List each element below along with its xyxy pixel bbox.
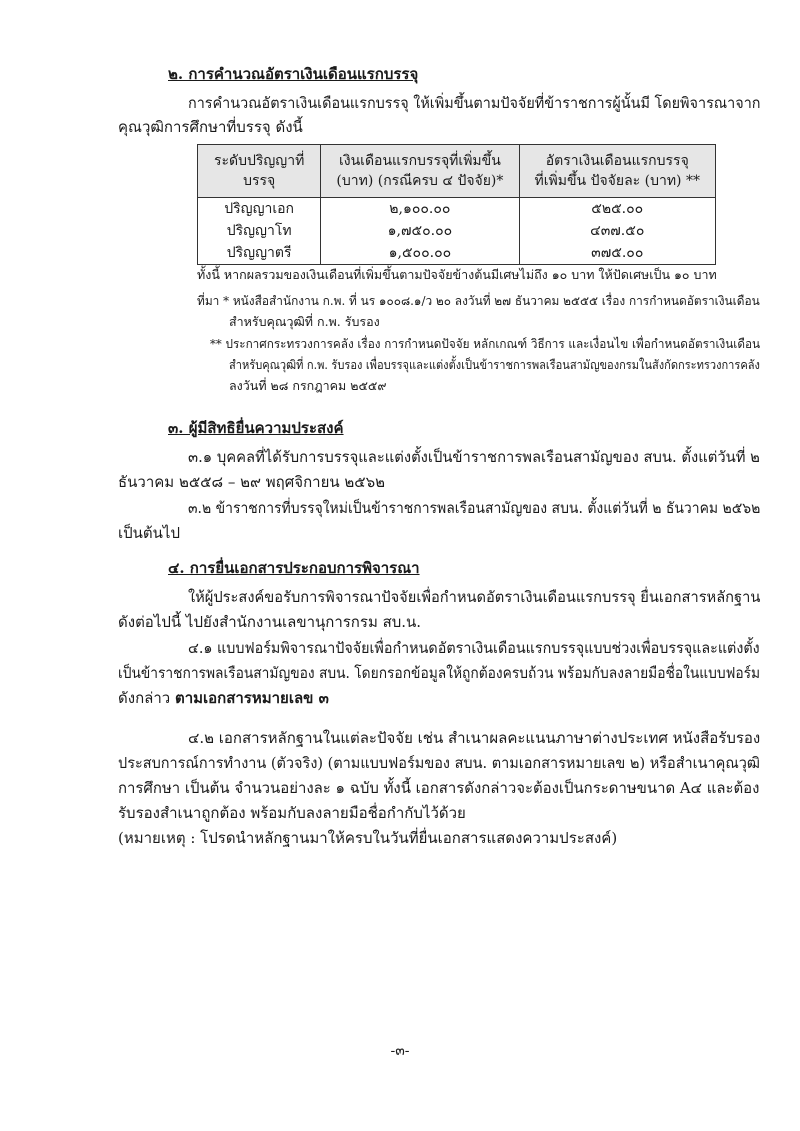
- section4-item2-line4: รับรองสำเนาถูกต้อง พร้อมกับลงลายมือชื่อกำกับไว้ด้วย: [118, 804, 466, 822]
- reference-1-line1: ที่มา * หนังสือสำนักงาน ก.พ. ที่ นร ๑๐๐๘.๑/ว ๒๐ ลงวันที่ ๒๗ ธันวาคม ๒๕๕๕ เรื่อง การกำหนดอัตราเงินเดือน: [197, 293, 760, 308]
- table-cell-degree: ปริญญาเอก: [198, 198, 321, 221]
- section4-heading: ๔. การยื่นเอกสารประกอบการพิจารณา: [168, 559, 420, 577]
- table-header-per-factor: อัตราเงินเดือนแรกบรรจุ ที่เพิ่มขึ้น ปัจจัยละ (บาท) **: [519, 145, 716, 198]
- table-row: [198, 198, 716, 221]
- table-cell-increase: ๑,๗๕๐.๐๐: [321, 220, 519, 242]
- section4-item2-line2: ประสบการณ์การทำงาน (ตัวจริง) (ตามแบบฟอร์มของ สบน. ตามเอกสารหมายเลข ๒) หรือสำเนาคุณวุฒิ: [118, 754, 760, 772]
- section4-item1-line2: เป็นข้าราชการพลเรือนสามัญของ สบน. โดยกรอกข้อมูลให้ถูกต้องครบถ้วน พร้อมกับลงลายมือชื่อในแบบฟอร์ม: [118, 664, 761, 682]
- table-cell-per-factor: ๔๓๗.๕๐: [519, 220, 716, 242]
- section4-intro-line2: ดังต่อไปนี้ ไปยังสำนักงานเลขานุการกรม สบ.น.: [118, 613, 422, 631]
- table-row: [198, 242, 716, 265]
- section3-item1-line2: ธันวาคม ๒๕๕๘ – ๒๙ พฤศจิกายน ๒๕๖๒: [118, 473, 386, 491]
- page-number: -๓-: [390, 1043, 410, 1059]
- reference-2-line3: ลงวันที่ ๒๘ กรกฎาคม ๒๕๕๙: [229, 378, 387, 393]
- rounding-note: ทั้งนี้ หากผลรวมของเงินเดือนที่เพิ่มขึ้นตามปัจจัยข้างต้นมีเศษไม่ถึง ๑๐ บาท ให้ปัดเศษเป็น ๑๐ บาท: [197, 267, 717, 282]
- section4-item2-line1: ๔.๒ เอกสารหลักฐานในแต่ละปัจจัย เช่น สำเนาผลคะแนนภาษาต่างประเทศ หนังสือรับรอง: [188, 729, 761, 747]
- table-cell-degree: ปริญญาตรี: [198, 242, 321, 265]
- section3-item2-line2: เป็นต้นไป: [118, 524, 180, 542]
- section2-intro-line1: การคำนวณอัตราเงินเดือนแรกบรรจุ ให้เพิ่มขึ้นตามปัจจัยที่ข้าราชการผู้นั้นมี โดยพิจารณาจาก: [188, 94, 761, 112]
- section4-item1-line3-text: ดังกล่าว: [118, 689, 175, 707]
- section3-heading: ๓. ผู้มีสิทธิยื่นความประสงค์: [168, 419, 344, 437]
- section4-intro-line1: ให้ผู้ประสงค์ขอรับการพิจารณาปัจจัยเพื่อกำหนดอัตราเงินเดือนแรกบรรจุ ยื่นเอกสารหลักฐาน: [188, 588, 761, 606]
- section4-item1-line3: [118, 688, 329, 708]
- section4-item2-line3: การศึกษา เป็นต้น จำนวนอย่างละ ๑ ฉบับ ทั้งนี้ เอกสารดังกล่าวจะต้องเป็นกระดาษขนาด A๔ และต้อง: [118, 779, 760, 797]
- table-cell-increase: ๑,๕๐๐.๐๐: [321, 242, 519, 265]
- table-cell-per-factor: ๕๒๕.๐๐: [519, 198, 716, 221]
- reference-1-line2: สำหรับคุณวุฒิที่ ก.พ. รับรอง: [229, 314, 380, 329]
- section3-item1-line1: ๓.๑ บุคคลที่ได้รับการบรรจุและแต่งตั้งเป็นข้าราชการพลเรือนสามัญของ สบน. ตั้งแต่วันที่ ๒: [188, 448, 760, 466]
- table-header-row: [198, 145, 716, 198]
- section2-intro-line2: คุณวุฒิการศึกษาที่บรรจุ ดังนี้: [118, 118, 303, 136]
- section4-item1-line1: ๔.๑ แบบฟอร์มพิจารณาปัจจัยเพื่อกำหนดอัตราเงินเดือนแรกบรรจุแบบช่วงเพื่อบรรจุและแต่งตั้ง: [188, 639, 760, 657]
- table-header-increase: เงินเดือนแรกบรรจุที่เพิ่มขึ้น (บาท) (กรณีครบ ๔ ปัจจัย)*: [321, 145, 519, 198]
- table-cell-degree: ปริญญาโท: [198, 220, 321, 242]
- reference-2-line1: ** ประกาศกระทรวงการคลัง เรื่อง การกำหนดปัจจัย หลักเกณฑ์ วิธีการ และเงื่อนไข เพื่อกำหนดอัตราเงินเดือน: [210, 336, 761, 351]
- table-row: [198, 220, 716, 242]
- table-cell-increase: ๒,๑๐๐.๐๐: [321, 198, 519, 221]
- reference-2-line2: สำหรับคุณวุฒิที่ ก.พ. รับรอง เพื่อบรรจุและแต่งตั้งเป็นข้าราชการพลเรือนสามัญของกรมในสังกัดกระทรวงการคลัง: [229, 357, 760, 372]
- table-header-degree: ระดับปริญญาที่บรรจุ: [198, 145, 321, 198]
- section2-heading: ๒. การคำนวณอัตราเงินเดือนแรกบรรจุ: [168, 65, 419, 83]
- remark: (หมายเหตุ : โปรดนำหลักฐานมาให้ครบในวันที่ยื่นเอกสารแสดงความประสงค์): [118, 829, 618, 847]
- table-cell-per-factor: ๓๗๕.๐๐: [519, 242, 716, 265]
- document-number-ref: ตามเอกสารหมายเลข ๓: [174, 689, 329, 707]
- section3-item2-line1: ๓.๒ ข้าราชการที่บรรจุใหม่เป็นข้าราชการพลเรือนสามัญของ สบน. ตั้งแต่วันที่ ๒ ธันวาคม ๒๕๖๒: [188, 499, 761, 517]
- salary-table: [197, 144, 716, 265]
